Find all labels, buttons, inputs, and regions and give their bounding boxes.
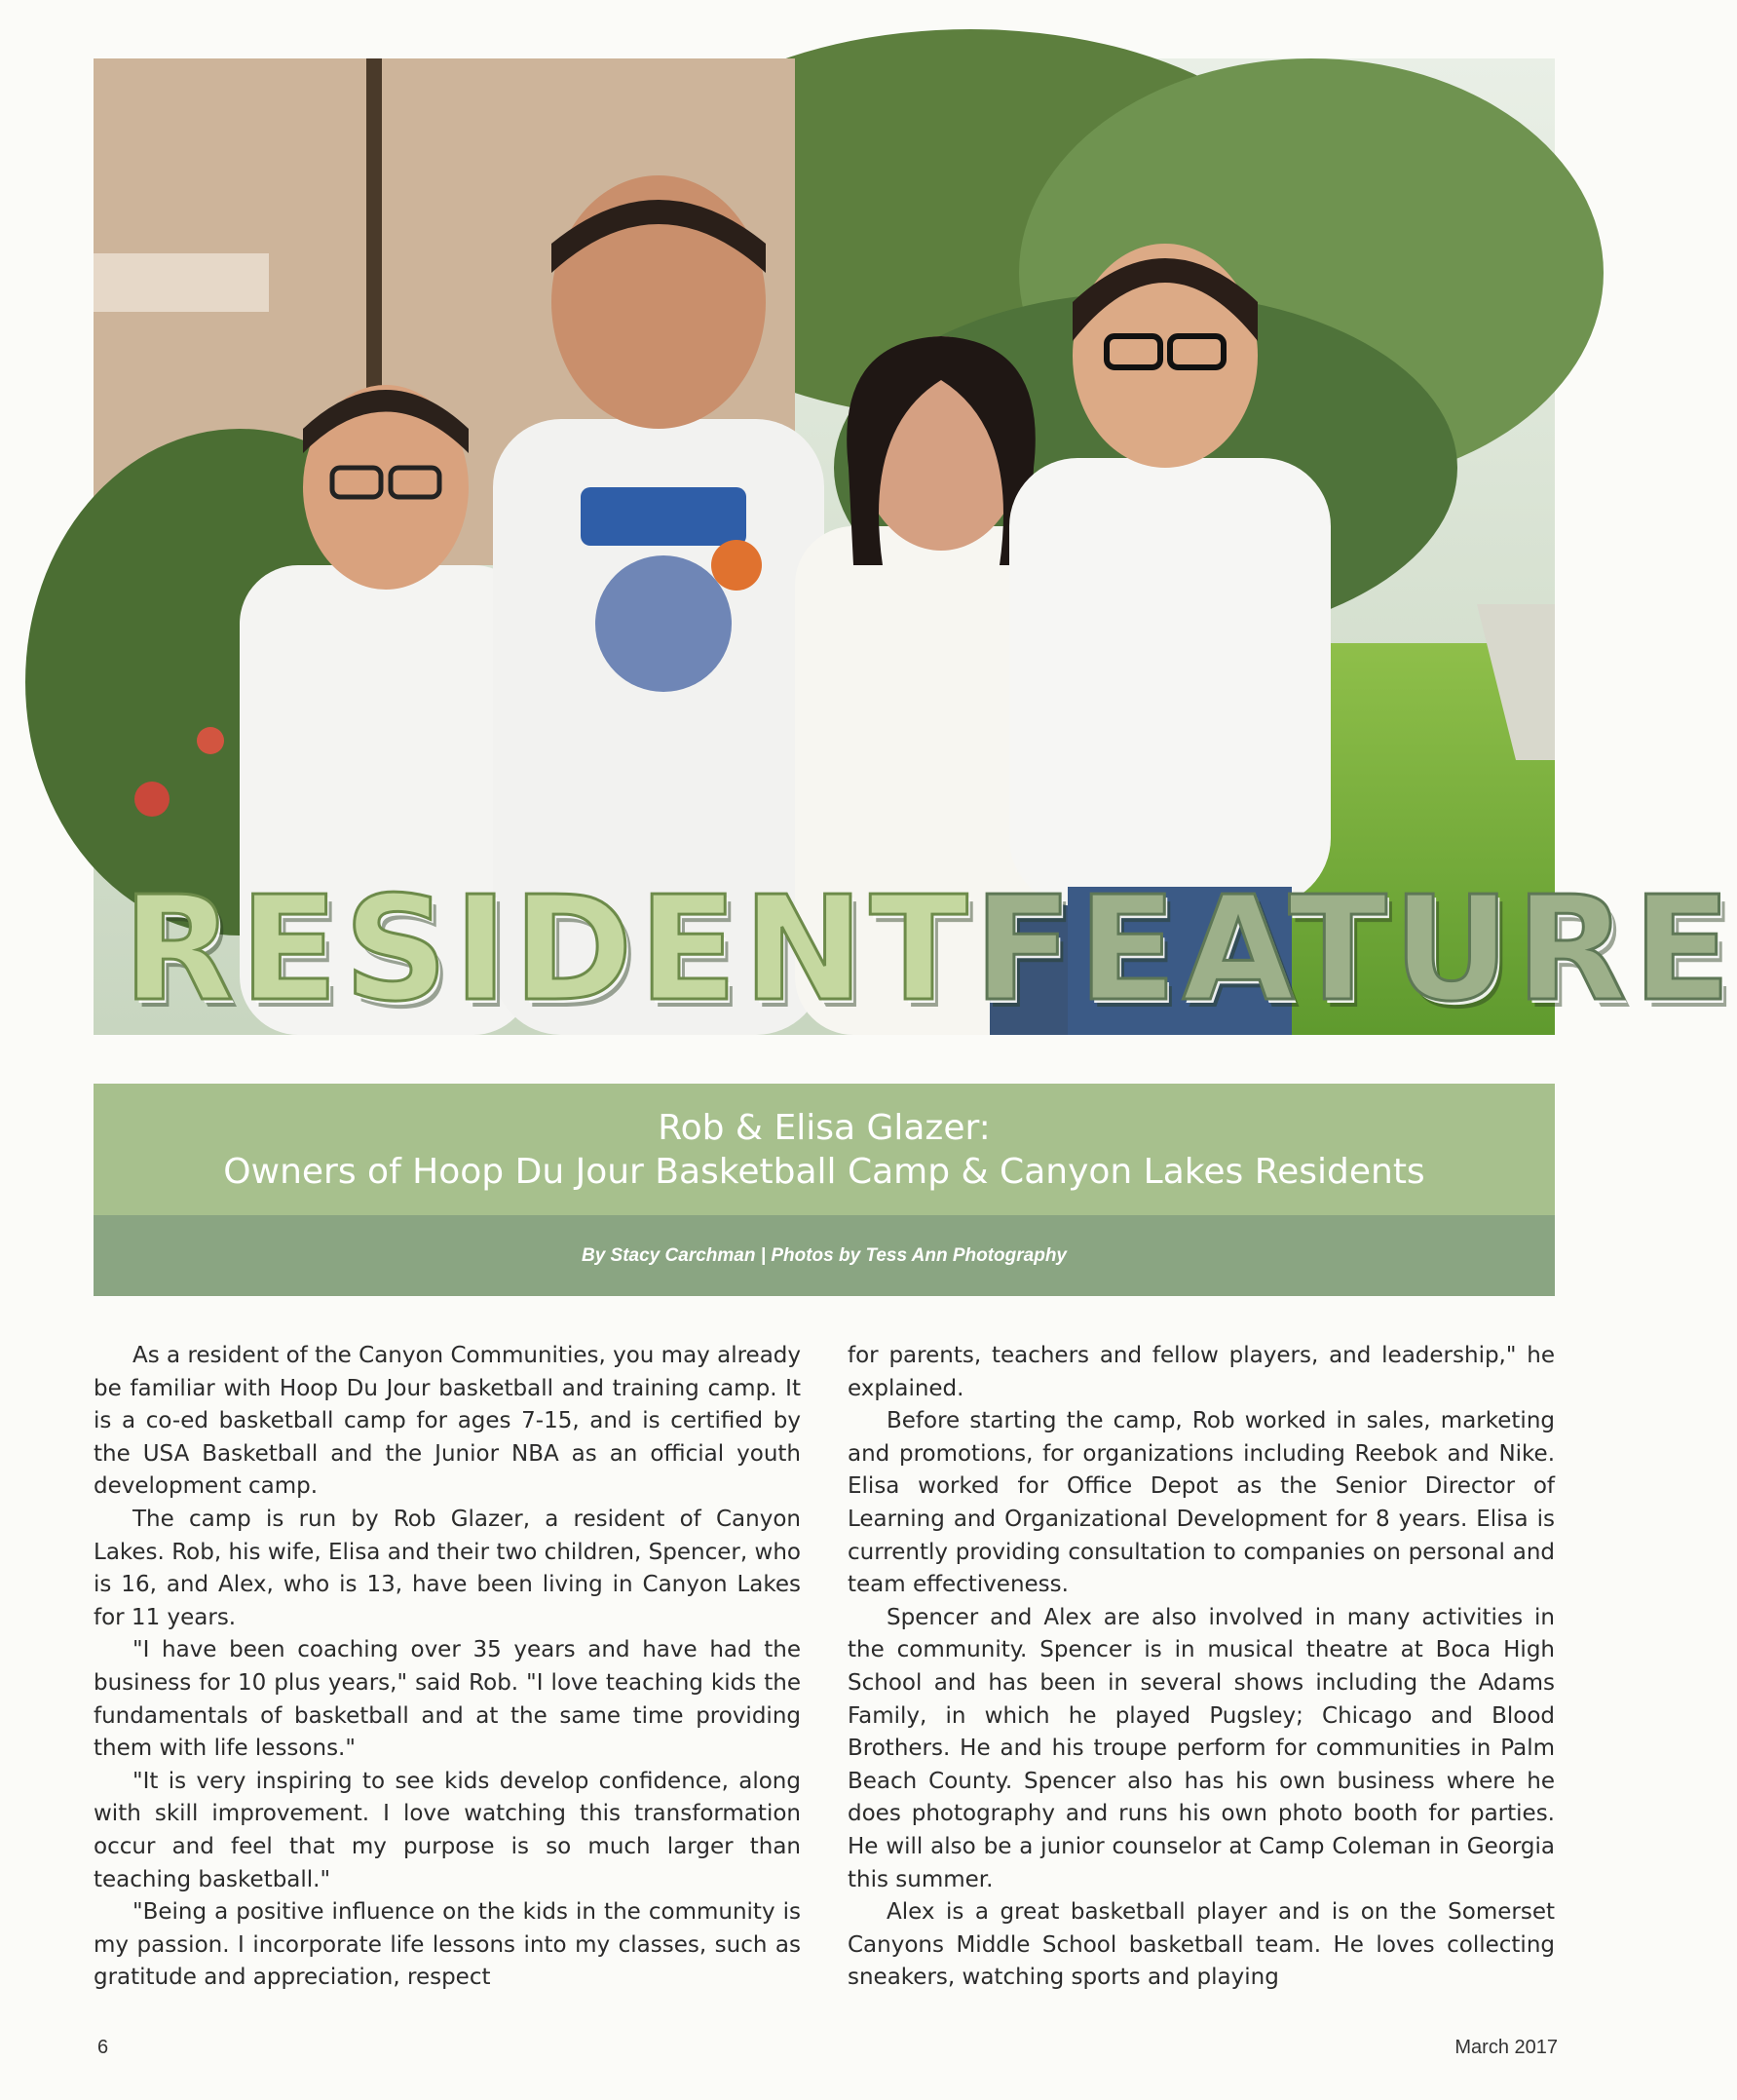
paragraph: Alex is a great basketball player and is on the Somerset Canyons Middle School basketball team. He loves collecting sneakers, watching sports and playing — [848, 1899, 1555, 1991]
paragraph: Spencer and Alex are also involved in many activities in the community. Spencer is in musical theatre at Boca High School and has been in several shows including the Adams Family, in which he played Pugsley; Chicago and Blood Brothers. He and his troupe perform for communities in Palm Beach County. Spencer also has his own business where he does photography and runs his own photo booth for parties. He will also be a junior counselor at Camp Coleman in Georgia this summer. — [848, 1604, 1555, 1892]
paragraph: "Being a positive influence on the kids in the community is my passion. I incorporate life lessons into my classes, such as gratitude and appreciation, respect — [94, 1899, 801, 1991]
banner-title-block — [94, 1084, 1555, 1215]
right-column — [848, 1340, 1555, 1995]
paragraph: The camp is run by Rob Glazer, a resident of Canyon Lakes. Rob, his wife, Elisa and their two children, Spencer, who is 16, and Alex, who is 13, have been living in Canyon Lakes for 11 years. — [94, 1506, 801, 1630]
feature-photo — [94, 58, 1737, 1035]
paragraph: "It is very inspiring to see kids develop confidence, along with skill improvement. I love watching this transformation occur and feel that my purpose is so much larger than teaching basketball." — [94, 1768, 801, 1892]
resident-feature-title — [123, 865, 1737, 1033]
article-header-banner — [94, 1084, 1555, 1296]
page-number: 6 — [97, 2037, 109, 2058]
article-title: Rob & Elisa Glazer: — [658, 1107, 991, 1148]
paragraph-continuation: for parents, teachers and fellow players, and leadership," he explained. — [848, 1343, 1555, 1401]
house-trim — [94, 253, 269, 312]
paragraph: "I have been coaching over 35 years and have had the business for 10 plus years," said Rob. "I love teaching kids the fundamentals of basketball and at the same time providing them with life lessons." — [94, 1637, 801, 1762]
paragraph: As a resident of the Canyon Communities, you may already be familiar with Hoop Du Jour basketball and training camp. It is a co-ed basketball camp for ages 7-15, and is certified by the USA Basketball and the Junior NBA as an official youth development camp. — [94, 1343, 801, 1500]
left-column — [94, 1340, 801, 1995]
issue-date: March 2017 — [1454, 2037, 1558, 2058]
byline: By Stacy Carchman | Photos by Tess Ann Photography — [581, 1244, 1067, 1266]
article-body — [94, 1340, 1555, 1995]
article-subtitle: Owners of Hoop Du Jour Basketball Camp & Canyon Lakes Residents — [223, 1151, 1425, 1192]
title-word-feature: FEATURE — [973, 865, 1737, 1033]
flower — [134, 782, 170, 817]
paragraph: Before starting the camp, Rob worked in sales, marketing and promotions, for organizations including Reebok and Nike. Elisa worked for Office Depot as the Senior Director of Learning and Organizational Development for 8 years. Elisa is currently providing consultation to companies on personal and team effectiveness. — [848, 1408, 1555, 1598]
byline-bar — [94, 1215, 1555, 1296]
flower — [197, 727, 224, 754]
title-word-resident: RESIDENT — [123, 865, 974, 1033]
